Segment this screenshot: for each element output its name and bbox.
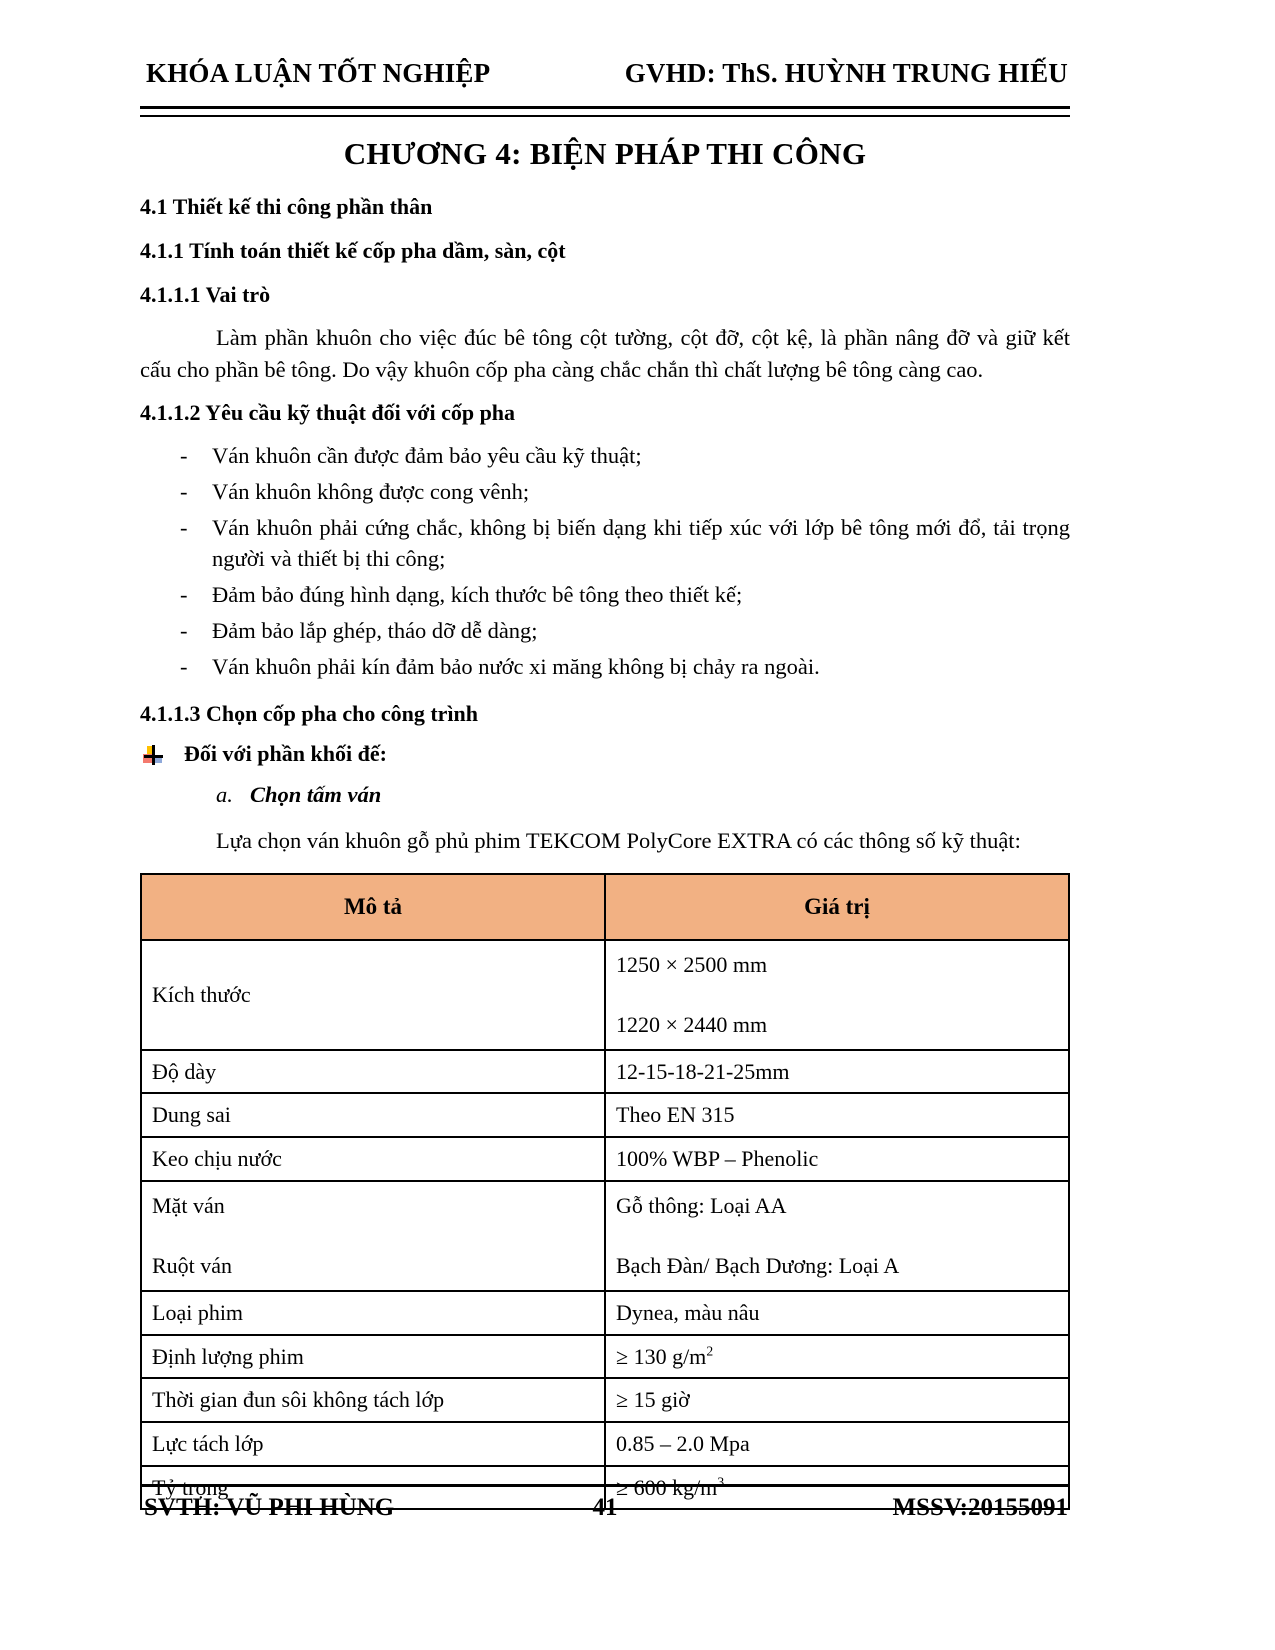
cell-value (605, 1093, 1069, 1137)
page-footer (140, 1494, 1070, 1522)
cell-line: 1250 × 2500 mm (616, 952, 768, 978)
header-right-text: GVHD: ThS. HUỲNH TRUNG HIẾU (624, 58, 1068, 88)
sub-item-marker: a. (216, 781, 233, 807)
list-item (140, 651, 1070, 682)
paragraph-lua-chon-text: Lựa chọn ván khuôn gỗ phủ phim TEKCOM PolyCore EXTRA có các thông số kỹ thuật: (216, 827, 1021, 853)
page-header (140, 58, 1070, 89)
cell-line: 0.85 – 2.0 Mpa (616, 1430, 750, 1456)
cell-value (605, 1050, 1069, 1094)
chapter-title: CHƯƠNG 4: BIỆN PHÁP THI CÔNG (343, 136, 867, 171)
cell-value (605, 1422, 1069, 1466)
cell-description: Dung sai (141, 1093, 605, 1137)
table-row (141, 1422, 1069, 1466)
paragraph-lua-chon (140, 825, 1070, 857)
cell-line: Bạch Đàn/ Bạch Dương: Loại A (616, 1252, 900, 1278)
table-row (141, 1291, 1069, 1335)
table-row (141, 1137, 1069, 1181)
cell-line: Dynea, màu nâu (616, 1299, 760, 1325)
sub-item-chon-tam-van (140, 780, 1070, 809)
list-item-text: Ván khuôn không được cong vênh; (212, 478, 530, 504)
cell-description: Keo chịu nước (141, 1137, 605, 1181)
cell-line: 1220 × 2440 mm (616, 1011, 768, 1037)
bullet-heading-khoi-de (140, 741, 1070, 767)
dash-marker: - (180, 514, 188, 540)
cell-description (141, 1181, 605, 1291)
dash-marker: - (180, 618, 188, 644)
table-row (141, 1093, 1069, 1137)
cell-line: ≥ 15 giờ (616, 1387, 690, 1413)
paragraph-vai-tro-text: Làm phần khuôn cho việc đúc bê tông cột tường, cột đỡ, cột kệ, là phần nâng đỡ và giữ kết cấu cho phần bê tông. Do vậy khuôn cốp pha càng chắc chắn thì chất lượng bê tông càng cao. (140, 325, 1070, 382)
cell-line: Theo EN 315 (616, 1102, 735, 1128)
table-row (141, 1378, 1069, 1422)
footer-left-text: SVTH: VŨ PHI HÙNG (144, 1494, 395, 1521)
table-row (141, 1181, 1069, 1291)
header-divider (140, 106, 1070, 117)
wingdings-cross-bullet-icon (143, 745, 165, 767)
requirements-list (140, 440, 1070, 682)
spec-table-head (141, 874, 1069, 940)
cell-description: Loại phim (141, 1291, 605, 1335)
footer-page-number: 41 (592, 1494, 618, 1521)
list-item (140, 615, 1070, 646)
document-body (140, 196, 1070, 1510)
bullet-heading-text: Đối với phần khối đế: (184, 741, 387, 767)
list-item-text: Ván khuôn cần được đảm bảo yêu cầu kỹ thuật; (212, 442, 642, 468)
footer-divider (140, 1484, 1070, 1487)
header-left-text: KHÓA LUẬN TỐT NGHIỆP (146, 58, 491, 88)
list-item-text: Đảm bảo đúng hình dạng, kích thước bê tông theo thiết kế; (212, 582, 743, 608)
dash-marker: - (180, 654, 188, 680)
heading-4-1: 4.1 Thiết kế thi công phần thân (140, 194, 433, 219)
sub-item-text: Chọn tấm ván (250, 781, 382, 807)
list-item-text: Đảm bảo lắp ghép, tháo dỡ dễ dàng; (212, 618, 538, 644)
cell-description: Thời gian đun sôi không tách lớp (141, 1378, 605, 1422)
dash-marker: - (180, 478, 188, 504)
cell-value: ≥ 130 $g/m^2$ (605, 1335, 1069, 1379)
cell-line: Gỗ thông: Loại AA (616, 1193, 787, 1219)
list-item-text: Ván khuôn phải kín đảm bảo nước xi măng không bị chảy ra ngoài. (212, 654, 820, 680)
table-row (141, 1050, 1069, 1094)
cell-value: ≥ 600 $kg/m^3$ (605, 1466, 1069, 1510)
cell-description: Độ dày (141, 1050, 605, 1094)
column-header-gia-tri: Giá trị (605, 874, 1069, 940)
cell-description: Kích thước (141, 940, 605, 1050)
cell-value (605, 1291, 1069, 1335)
cell-value (605, 1181, 1069, 1291)
cell-line: 100% WBP – Phenolic (616, 1146, 819, 1172)
cell-value (605, 1137, 1069, 1181)
table-row (141, 940, 1069, 1050)
column-header-mo-ta: Mô tả (141, 874, 605, 940)
cell-line: 12-15-18-21-25mm (616, 1058, 790, 1084)
list-item-text: Ván khuôn phải cứng chắc, không bị biến dạng khi tiếp xúc với lớp bê tông mới đổ, tải trọng người và thiết bị thi công; (212, 514, 1070, 572)
cell-value (605, 1378, 1069, 1422)
cell-line: Ruột ván (152, 1252, 233, 1278)
list-item (140, 512, 1070, 574)
heading-4-1-1-1: 4.1.1.1 Vai trò (140, 282, 271, 307)
heading-4-1-1-3: 4.1.1.3 Chọn cốp pha cho công trình (140, 701, 479, 727)
spec-table (140, 873, 1070, 1511)
heading-4-1-1: 4.1.1 Tính toán thiết kế cốp pha dầm, sàn, cột (140, 238, 566, 263)
cell-value (605, 940, 1069, 1050)
list-item (140, 579, 1070, 610)
cell-description: Tỷ trọng (141, 1466, 605, 1510)
page-content (140, 0, 1070, 1650)
footer-right-text: MSSV:20155091 (892, 1494, 1068, 1521)
cell-line: Mặt ván (152, 1193, 225, 1219)
list-item (140, 440, 1070, 471)
table-row (141, 1335, 1069, 1379)
table-header-row (141, 874, 1069, 940)
dash-marker: - (180, 442, 188, 468)
paragraph-vai-tro (140, 322, 1070, 386)
cell-description: Định lượng phim (141, 1335, 605, 1379)
heading-4-1-1-2: 4.1.1.2 Yêu cầu kỹ thuật đối với cốp pha (140, 399, 516, 425)
cell-description: Lực tách lớp (141, 1422, 605, 1466)
dash-marker: - (180, 582, 188, 608)
spec-table-body (141, 940, 1069, 1510)
list-item (140, 476, 1070, 507)
